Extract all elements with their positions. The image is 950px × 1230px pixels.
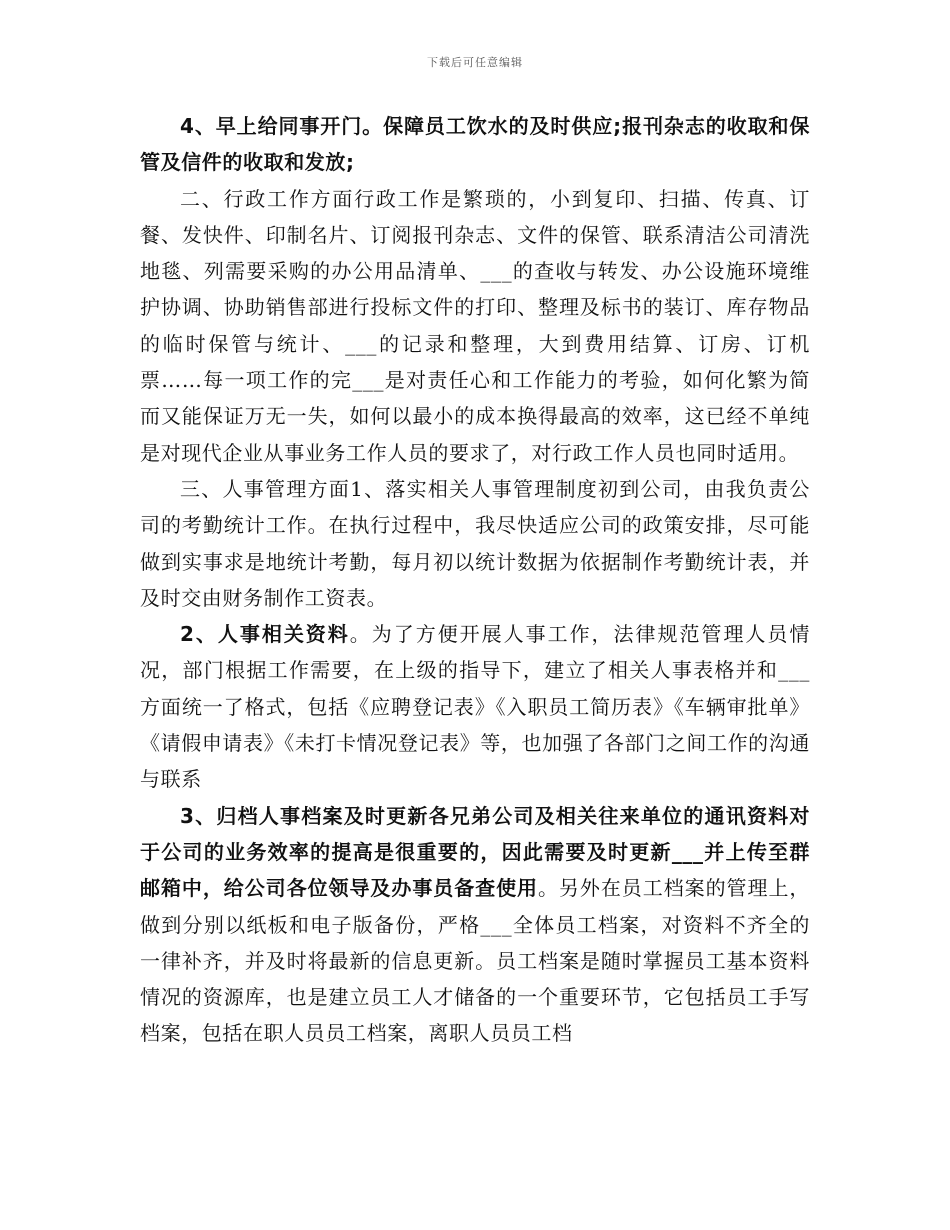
paragraph-archive [140,798,810,1052]
paragraph-hr-management: 三、人事管理方面1、落实相关人事管理制度初到公司，由我负责公司的考勤统计工作。在执行过程中，我尽快适应公司的政策安排，尽可能做到实事求是地统计考勤，每月初以统计数据为依据制作考勤统计表，并及时交由财务制作工资表。 [140,476,810,610]
paragraph-item-4: 4、早上给同事开门。保障员工饮水的及时供应;报刊杂志的收取和保管及信件的收取和发放; [140,114,810,175]
paragraph-admin-work: 二、行政工作方面行政工作是繁琐的，小到复印、扫描、传真、订餐、发快件、印制名片、订阅报刊杂志、文件的保管、联系清洁公司清洗地毯、列需要采购的办公用品清单、___的查收与转发、办公设施环境维护协调、协助销售部进行投标文件的打印、整理及标书的装订、库存物品的临时保管与统计、___的记录和整理，大到费用结算、订房、订机票……每一项工作的完___是对责任心和工作能力的考验，如何化繁为简而又能保证万无一失，如何以最小的成本换得最高的效率，这已经不单纯是对现代企业从事业务工作人员的要求了，对行政工作人员也同时适用。 [140,186,810,465]
paragraph-hr-documents [140,616,810,797]
paragraph-hr-documents-heading: 2、人事相关资料 [180,622,350,647]
paragraph-hr-documents-text: 。为了方便开展人事工作，法律规范管理人员情况，部门根据工作需要，在上级的指导下，建立了相关人事表格并和___方面统一了格式，包括《应聘登记表》《入职员工简历表》《车辆审批单》《请假申请表》《未打卡情况登记表》等，也加强了各部门之间工作的沟通与联系 [140,622,810,792]
paragraph-archive-heading: 3、归档人事档案及时更新各兄弟公司及相关往来单位的通讯资料对于公司的业务效率的提高是很重要的，因此需要及时更新___并上传至群邮箱中，给公司各位领导及办事员备查使用 [140,803,810,901]
page-header: 下载后可任意编辑 [427,56,523,69]
paragraph-archive-text: 。另外在员工档案的管理上，做到分别以纸板和电子版备份，严格___全体员工档案，对资料不齐全的一律补齐，并及时将最新的信息更新。员工档案是随时掌握员工基本资料情况的资源库，也是建立员工人才储备的一个重要环节，它包括员工手写档案，包括在职人员员工档案，离职人员员工档 [140,876,810,1046]
document-body [140,108,810,1052]
